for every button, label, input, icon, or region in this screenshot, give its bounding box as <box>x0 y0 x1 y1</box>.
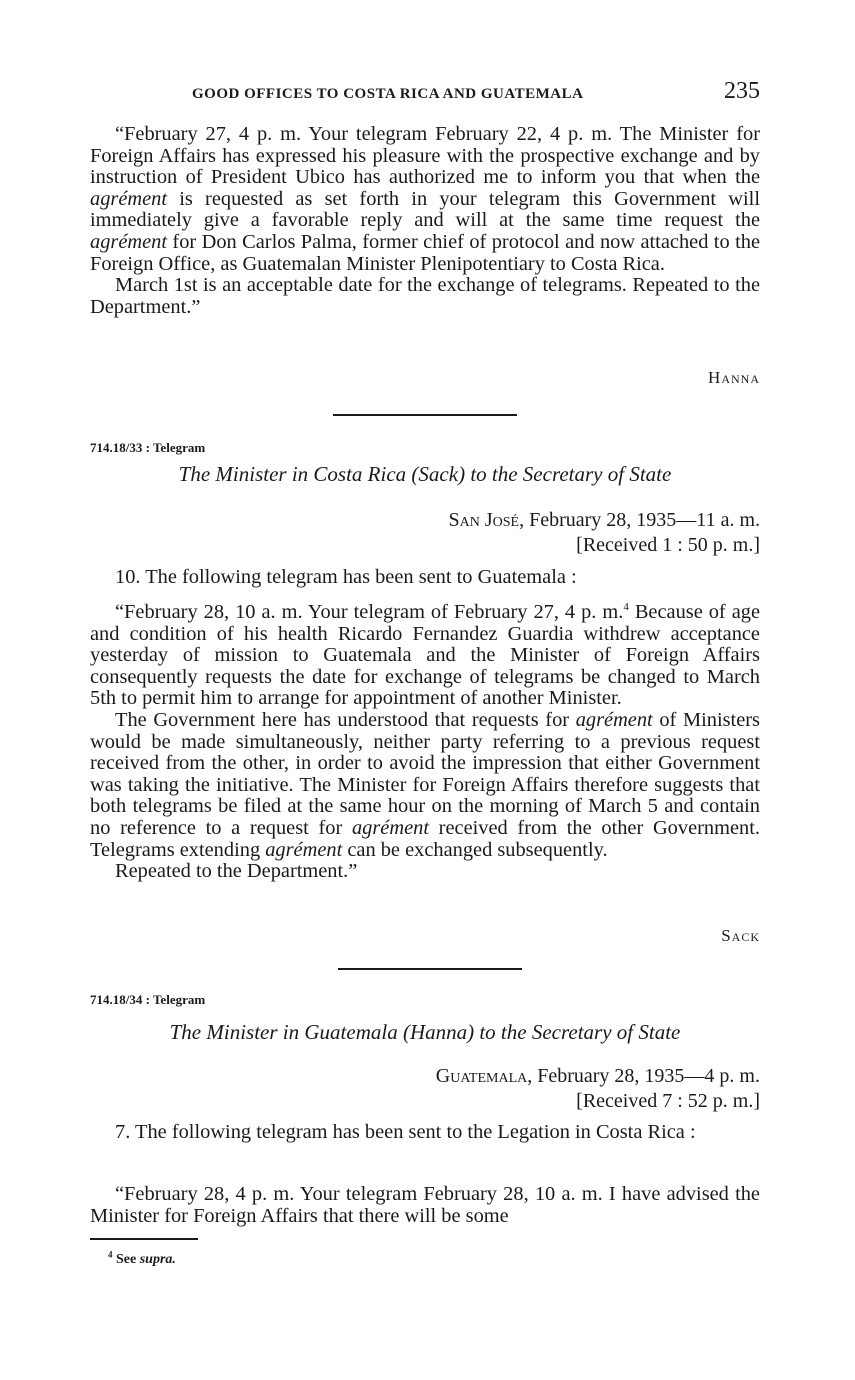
doc3-para1: “February 28, 4 p. m. Your telegram February 28, 10 a. m. I have advised the Minister for Foreign Affairs that there will be some <box>90 1183 760 1227</box>
section1-body <box>90 124 760 318</box>
file-number: 714.18/34 : Telegram <box>90 992 206 1007</box>
received-note: [Received 1 : 50 p. m.] <box>576 534 760 556</box>
section1-para2: March 1st is an acceptable date for the exchange of telegrams. Repeated to the Department.” <box>90 274 760 318</box>
dateline: Guatemala, February 28, 1935—4 p. m. [Received 7 : 52 p. m.] <box>435 1065 760 1112</box>
document-heading: The Minister in Guatemala (Hanna) to the Secretary of State <box>169 1020 681 1044</box>
doc3-body <box>90 1184 760 1227</box>
signature-sack: Sack <box>721 926 760 945</box>
running-title: GOOD OFFICES TO COSTA RICA AND GUATEMALA <box>192 86 584 102</box>
doc2-para1: “February 28, 10 a. m. Your telegram of February 27, 4 p. m.$^4$ Because of age and condition of his health Ricardo Fernandez Guardia withdrew acceptance yesterday of mission to Guatemala and the Minister of Foreign Affairs consequently requests the date for exchange of telegrams be changed to March 5th to permit him to arrange for appointment of another Minister. <box>90 601 760 710</box>
footnote-reference: 4 <box>623 601 629 614</box>
signature-hanna: Hanna <box>708 368 760 387</box>
footnote-rule <box>90 1238 198 1240</box>
doc2-intro: 10. The following telegram has been sent to Guatemala : <box>115 566 577 588</box>
dateline: San José, February 28, 1935—11 a. m. [Received 1 : 50 p. m.] <box>448 509 760 556</box>
doc2-para3: Repeated to the Department.” <box>115 860 358 883</box>
section1-para1: “February 27, 4 p. m. Your telegram February 22, 4 p. m. The Minister for Foreign Affairs has expressed his pleasure with the prospective exchange and by instruction of President Ubico has authorized me to inform you that when the agrément is requested as set forth in your telegram this Government will immediately give a favorable reply and will at the same time request the agrément for Don Carlos Palma, former chief of protocol and now attached to the Foreign Office, as Guatemalan Minister Plenipotentiary to Costa Rica. <box>90 123 760 275</box>
footnote: $^4$ See supra. <box>108 1249 176 1267</box>
doc3-intro: 7. The following telegram has been sent to the Legation in Costa Rica : <box>115 1121 696 1143</box>
document-heading: The Minister in Costa Rica (Sack) to the Secretary of State <box>178 462 672 486</box>
page-header <box>90 78 760 110</box>
doc2-para2: The Government here has understood that requests for agrément of Ministers would be made simultaneously, neither party referring to a previous request received from the other, in order to avoid the impression that either Government was taking the initiative. The Minister for Foreign Affairs therefore suggests that both telegrams be filed at the same hour on the morning of March 5 and contain no reference to a request for agrément received from the other Government. Telegrams extending agrément can be exchanged subsequently. <box>90 708 760 861</box>
page-number: 235 <box>724 78 760 104</box>
section-divider <box>333 414 517 416</box>
doc2-body <box>90 602 760 883</box>
section-divider <box>338 968 522 970</box>
received-note: [Received 7 : 52 p. m.] <box>576 1090 760 1112</box>
file-number: 714.18/33 : Telegram <box>90 440 206 455</box>
